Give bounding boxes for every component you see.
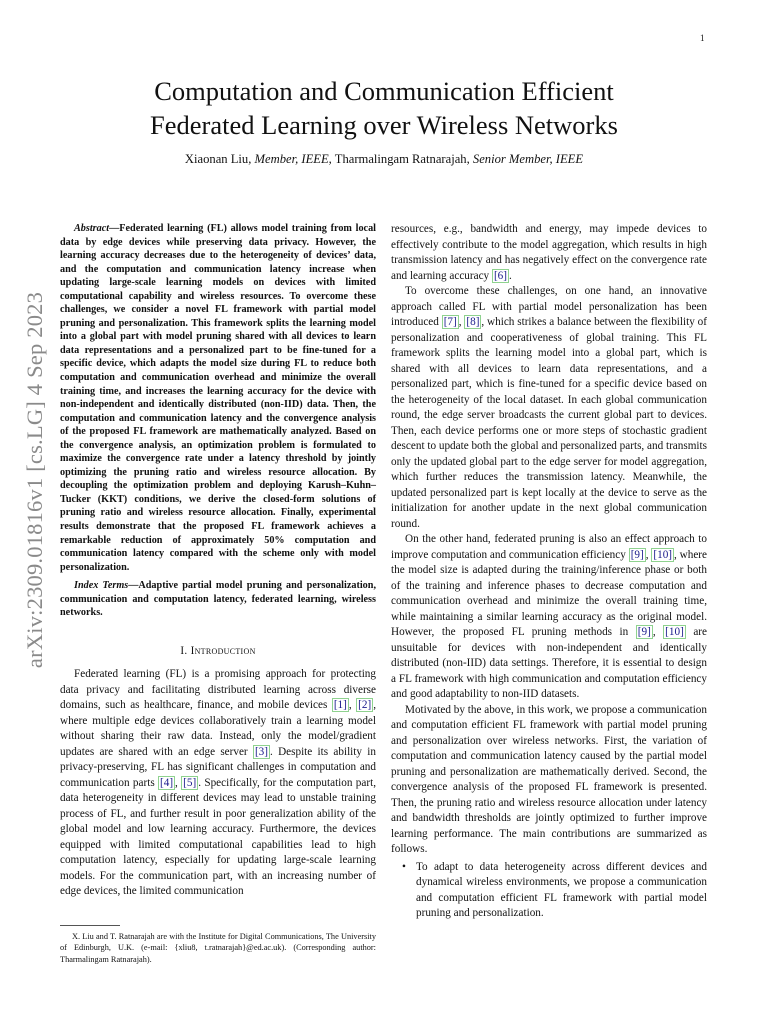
citation-link[interactable]: [10] xyxy=(665,626,684,638)
page-number: 1 xyxy=(700,33,705,43)
citation-link[interactable]: [9] xyxy=(637,626,651,638)
text-run: , xyxy=(175,776,182,789)
affiliation-footnote: X. Liu and T. Ratnarajah are with the Institute for Digital Communications, The University of Edinburgh, U.K. (e-mail: {xliu8, t.ratnarajah}@ed.ac.uk). (Corresponding author: Tharmalingam Ratnarajah). xyxy=(60,932,376,964)
paper-title xyxy=(60,74,708,142)
citation-link[interactable]: [1] xyxy=(333,699,347,712)
intro-paragraph-continued xyxy=(391,222,707,284)
citation-link[interactable]: [6] xyxy=(493,269,507,282)
citation-link[interactable]: [10] xyxy=(653,548,673,561)
text-run: On the other hand, federated pruning is also an effect approach to improve computation and communication efficiency xyxy=(391,533,707,561)
intro-paragraph-1 xyxy=(60,667,376,900)
section-number: I. xyxy=(180,644,188,657)
left-column xyxy=(60,222,376,900)
citation-link[interactable]: [3] xyxy=(254,745,268,758)
text-run: Motivated by the above, in this work, we propose a communication and computation efficient FL framework with partial model pruning and personalization over wireless networks. First, the variation of computation and communication latency caused by the partial model pruning and personalization are mathematically derived. Second, the convergence analysis of the proposed FL framework is presented. Then, the pruning ratio and wireless resource allocation under latency and bandwidth thresholds are jointly optimized to further improve learning performance. The main contributions are summarized as follows. xyxy=(391,703,707,855)
author-1-role: Member, IEEE, xyxy=(254,152,332,166)
text-run: . xyxy=(509,269,512,282)
footnote-rule xyxy=(60,925,120,926)
text-run: resources, e.g., bandwidth and energy, may impede devices to effectively contribute to the model aggregation, which results in high transmission latency and has negatively effect on the convergence rate and learning accuracy xyxy=(391,223,707,282)
author-line xyxy=(60,151,708,167)
citation-link[interactable]: [7] xyxy=(443,316,457,328)
text-run: . Despite its ability in privacy-preserving, FL has significant challenges in computation and communication parts xyxy=(60,745,376,789)
citation-link[interactable]: [2] xyxy=(358,699,372,712)
author-1-name: Xiaonan Liu, xyxy=(184,152,252,166)
author-2-role: Senior Member, IEEE xyxy=(472,152,584,166)
arxiv-identifier-stamp: arXiv:2309.01816v1 [cs.LG] 4 Sep 2023 xyxy=(22,291,47,669)
section-heading-introduction xyxy=(60,644,376,660)
citation-link[interactable]: [9] xyxy=(630,548,644,561)
index-terms-text: —Adaptive partial model pruning and personalization, communication and computation latency, federated learning, wireless networks. xyxy=(60,580,376,619)
text-run: , xyxy=(652,626,664,638)
text-run: Federated learning (FL) is a promising approach for protecting data privacy and facilitating distributed learning across diverse domains, such as healthcare, finance, and mobile devices xyxy=(60,668,376,712)
citation-link[interactable]: [5] xyxy=(183,776,197,789)
text-run: , where the model size is adapted during the training/inference phase or both of the training and inference phases to decrease computation and communication overhead and minimize the overall training time, while maintaining a similar learning accuracy as the original model. However, the proposed FL pruning methods in xyxy=(391,548,707,638)
citation-link[interactable]: [4] xyxy=(160,776,174,789)
author-2-name: Tharmalingam Ratnarajah, xyxy=(334,152,470,166)
text-run: , xyxy=(645,548,652,561)
abstract xyxy=(60,222,376,574)
intro-paragraph-3 xyxy=(391,532,707,703)
title-line-1: Computation and Communication Efficient xyxy=(154,76,614,106)
right-column xyxy=(391,222,707,922)
section-title: Introduction xyxy=(190,644,256,657)
text-run: , xyxy=(458,316,465,328)
title-line-2: Federated Learning over Wireless Networks xyxy=(150,110,618,140)
list-item: • To adapt to data heterogeneity across different devices and dynamical wireless environments, we propose a communication and computation efficient FL framework with partial model pruning and personalization. xyxy=(391,860,707,922)
intro-paragraph-2 xyxy=(391,284,707,532)
abstract-text: —Federated learning (FL) allows model training from local data by edge devices while preserving data privacy. However, the learning accuracy decreases due to the heterogeneity of devices’ data, and the computation and communication latency increase when updating large-scale learning models on devices with limited computational capability and wireless resources. To overcome these challenges, we consider a novel FL framework with partial model pruning and personalization. This framework splits the learning model into a global part with model pruning shared with all devices to learn data representations and a personalized part to be fine-tuned for a specific device, which adapts the model size during FL to reduce both computation and communication overhead and minimize the overall training time, and increases the learning accuracy for the device with non-independent and identically distributed (non-IID) data. Then, the computation and communication latency and the convergence analysis of the proposed FL framework are mathematically analyzed. Based on the convergence analysis, an optimization problem is formulated to maximize the convergence rate under a latency threshold by jointly optimizing the pruning ratio and wireless resource allocation. By decoupling the optimization problem and deploying Karush–Kuhn–Tucker (KKT) conditions, we derive the closed-form solutions of pruning ratio and wireless resource allocation. Finally, experimental results demonstrate that the proposed FL framework achieves a remarkable reduction of approximately 50% computation and communication latency compared with the scheme only with model personalization. xyxy=(60,223,376,573)
text-run: . Specifically, for the computation part, data heterogeneity in different devices may lead to unstable training process of FL, and further result in poor generalization ability of the global model and low learning accuracy. Furthermore, the devices equipped with limited computational capabilities lead to high computation latency, especially for updating large-scale learning models. For the communication part, with an increasing number of edge devices, the limited communication xyxy=(60,776,376,898)
intro-paragraph-4 xyxy=(391,703,707,858)
text-run: To overcome these challenges, on one hand, an innovative approach called FL with partial model personalization has been introduced xyxy=(391,285,707,328)
contributions-list xyxy=(391,860,707,922)
index-terms xyxy=(60,579,376,620)
text-run: , where multiple edge devices collaboratively train a learning model without sharing their raw data. Instead, only the model/gradient updates are shared with an edge server xyxy=(60,699,377,758)
abstract-lead: Abstract xyxy=(74,223,110,234)
text-run: , xyxy=(348,699,357,712)
text-run: , which strikes a balance between the flexibility of personalization and cooperativeness of global training. This FL framework splits the learning model into a global part, which is shared with all devices to learn data representations, and a personalized part, which is fine-tuned for a specific device based on the heterogeneity of the local dataset. In each global communication round, the edge server broadcasts the current global part to devices. Then, each device performs one or more steps of stochastic gradient descent to update both the global and personalized parts, and transmits only the updated global part to the edge server for model aggregation, which further reduces the transmission latency. Meanwhile, the updated personalized part is kept locally at the device to serve as the initialization for another update in the next global communication round. xyxy=(391,316,707,530)
text-run: are unsuitable for devices with non-independent and identically distributed (non-IID) data settings. Therefore, it is essential to design a FL framework with high communication and computation efficiency and good adaptability to non-IID datasets. xyxy=(391,626,707,700)
index-terms-lead: Index Terms xyxy=(74,580,129,592)
citation-link[interactable]: [8] xyxy=(466,316,480,328)
